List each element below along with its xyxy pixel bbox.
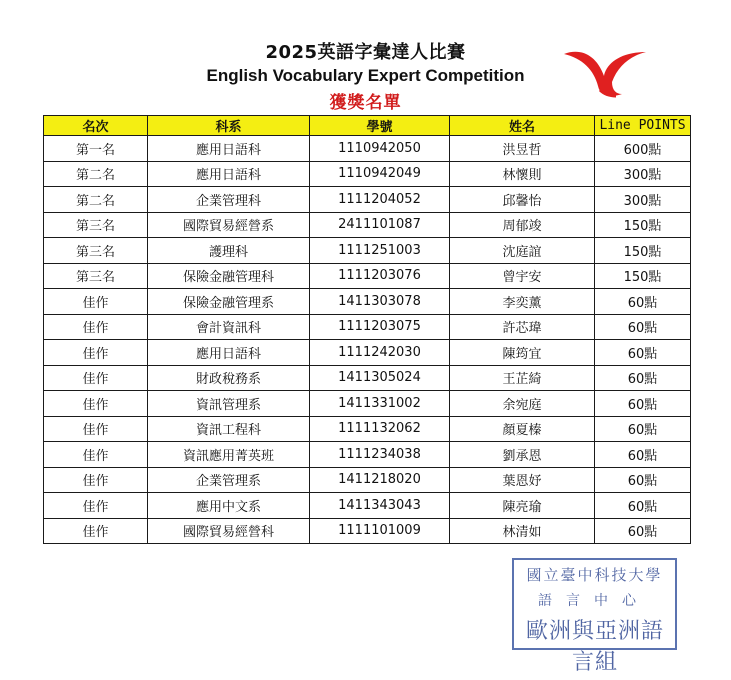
cell-name: 陳筠宜 [450, 340, 595, 366]
stamp-university: 國立臺中科技大學 [526, 566, 663, 584]
column-header-points: Line POINTS [595, 116, 691, 136]
cell-name: 葉恩妤 [450, 467, 595, 493]
cell-name: 李奕薰 [450, 289, 595, 315]
cell-name: 邱馨怡 [450, 187, 595, 213]
table-row [44, 416, 691, 442]
cell-rank: 第三名 [44, 238, 148, 264]
cell-points: 150點 [595, 238, 691, 264]
cell-rank: 佳作 [44, 493, 148, 519]
official-seal-stamp [512, 558, 677, 675]
table-row [44, 442, 691, 468]
cell-department: 財政稅務系 [148, 365, 310, 391]
cell-department: 護理科 [148, 238, 310, 264]
cell-department: 應用日語科 [148, 136, 310, 162]
cell-student-id: 1411218020 [310, 467, 450, 493]
cell-points: 60點 [595, 467, 691, 493]
cell-department: 保險金融管理科 [148, 263, 310, 289]
cell-name: 劉承恩 [450, 442, 595, 468]
cell-rank: 佳作 [44, 314, 148, 340]
stamp-center: 語言中心 [538, 593, 650, 609]
cell-name: 王芷綺 [450, 365, 595, 391]
cell-student-id: 1110942049 [310, 161, 450, 187]
cell-student-id: 1111132062 [310, 416, 450, 442]
cell-points: 300點 [595, 187, 691, 213]
cell-department: 資訊工程科 [148, 416, 310, 442]
table-row [44, 212, 691, 238]
column-header-department: 科系 [148, 116, 310, 136]
cell-department: 應用日語科 [148, 340, 310, 366]
cell-student-id: 2411101087 [310, 212, 450, 238]
cell-department: 會計資訊科 [148, 314, 310, 340]
cell-rank: 佳作 [44, 365, 148, 391]
table-row [44, 314, 691, 340]
award-list-subtitle: 獲獎名單 [329, 93, 402, 113]
cell-name: 周郁竣 [450, 212, 595, 238]
cell-department: 企業管理科 [148, 187, 310, 213]
cell-student-id: 1111234038 [310, 442, 450, 468]
cell-points: 60點 [595, 365, 691, 391]
cell-name: 陳亮瑜 [450, 493, 595, 519]
cell-student-id: 1411343043 [310, 493, 450, 519]
column-header-rank: 名次 [44, 116, 148, 136]
cell-rank: 佳作 [44, 416, 148, 442]
cell-student-id: 1111101009 [310, 518, 450, 544]
cell-points: 60點 [595, 391, 691, 417]
table-row [44, 391, 691, 417]
cell-student-id: 1411305024 [310, 365, 450, 391]
cell-rank: 第三名 [44, 212, 148, 238]
cell-name: 沈庭誼 [450, 238, 595, 264]
cell-department: 國際貿易經營科 [148, 518, 310, 544]
cell-name: 余宛庭 [450, 391, 595, 417]
cell-rank: 第二名 [44, 187, 148, 213]
cell-name: 洪昱哲 [450, 136, 595, 162]
table-row [44, 365, 691, 391]
table-row [44, 493, 691, 519]
title-english: English Vocabulary Expert Competition [206, 66, 525, 85]
cell-student-id: 1111251003 [310, 238, 450, 264]
cell-student-id: 1411303078 [310, 289, 450, 315]
cell-points: 600點 [595, 136, 691, 162]
cell-student-id: 1411331002 [310, 391, 450, 417]
cell-rank: 佳作 [44, 467, 148, 493]
table-row [44, 187, 691, 213]
table-row [44, 467, 691, 493]
cell-student-id: 1111203075 [310, 314, 450, 340]
table-row [44, 289, 691, 315]
cell-department: 國際貿易經營系 [148, 212, 310, 238]
cell-points: 300點 [595, 161, 691, 187]
cell-points: 60點 [595, 314, 691, 340]
stamp-division: 歐洲與亞洲語言組 [525, 619, 664, 675]
cell-points: 60點 [595, 518, 691, 544]
cell-department: 資訊應用菁英班 [148, 442, 310, 468]
cell-rank: 佳作 [44, 518, 148, 544]
cell-department: 應用中文系 [148, 493, 310, 519]
table-row [44, 238, 691, 264]
cell-rank: 第二名 [44, 161, 148, 187]
column-header-student-id: 學號 [310, 116, 450, 136]
cell-points: 60點 [595, 493, 691, 519]
cell-points: 60點 [595, 340, 691, 366]
cell-student-id: 1111203076 [310, 263, 450, 289]
cell-student-id: 1110942050 [310, 136, 450, 162]
table-row [44, 136, 691, 162]
cell-name: 林懷則 [450, 161, 595, 187]
table-row [44, 340, 691, 366]
cell-name: 林清如 [450, 518, 595, 544]
cell-points: 60點 [595, 416, 691, 442]
cell-points: 150點 [595, 263, 691, 289]
cell-student-id: 1111242030 [310, 340, 450, 366]
table-row [44, 263, 691, 289]
cell-rank: 佳作 [44, 391, 148, 417]
cell-name: 顏夏榛 [450, 416, 595, 442]
cell-points: 60點 [595, 442, 691, 468]
school-logo-icon [560, 40, 650, 100]
cell-rank: 佳作 [44, 289, 148, 315]
title-chinese: 2025英語字彙達人比賽 [265, 42, 466, 63]
cell-rank: 佳作 [44, 442, 148, 468]
table-header-row [44, 116, 691, 136]
table-row [44, 161, 691, 187]
cell-points: 150點 [595, 212, 691, 238]
cell-rank: 第三名 [44, 263, 148, 289]
cell-student-id: 1111204052 [310, 187, 450, 213]
cell-department: 企業管理系 [148, 467, 310, 493]
cell-department: 資訊管理系 [148, 391, 310, 417]
cell-points: 60點 [595, 289, 691, 315]
cell-name: 曾宇安 [450, 263, 595, 289]
column-header-name: 姓名 [450, 116, 595, 136]
cell-rank: 佳作 [44, 340, 148, 366]
cell-department: 保險金融管理系 [148, 289, 310, 315]
cell-department: 應用日語科 [148, 161, 310, 187]
table-row [44, 518, 691, 544]
cell-name: 許芯瑋 [450, 314, 595, 340]
award-winners-table [43, 115, 691, 544]
cell-rank: 第一名 [44, 136, 148, 162]
